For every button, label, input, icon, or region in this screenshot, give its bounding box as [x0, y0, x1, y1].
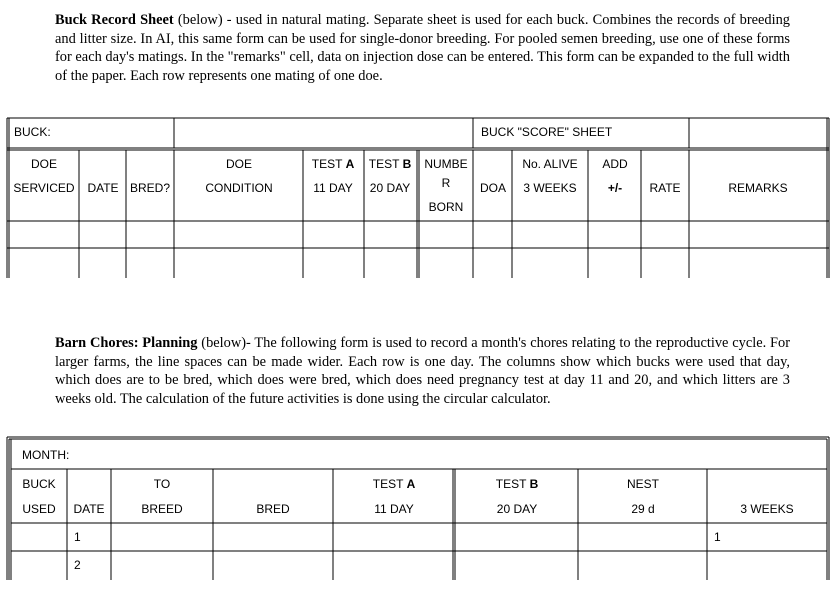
- buck-record-title: Buck Record Sheet: [55, 12, 174, 28]
- header-chores-test-b-word: TEST: [495, 477, 527, 491]
- barn-chores-intro: (below)- The following form is used to record a month's chores relating to the reproductive cycle. For larger farms, the line spaces can be made wider. Each row is one day. The columns show which bucks were used that day, which does are to be bred, which does were bred, which does need pregnancy test at day 11 and 20, and which litters are 3 weeks old. The calculation of the future activities is done using the circular calculator.: [55, 335, 790, 407]
- header-three-weeks: 3 WEEKS: [740, 502, 794, 516]
- header-doe-serviced-line1: DOE: [30, 157, 58, 171]
- header-doe-condition-line1: DOE: [225, 157, 253, 171]
- header-date: DATE: [87, 181, 119, 195]
- header-chores-test-b-sub: 20 DAY: [496, 502, 538, 516]
- buck-record-intro: (below) - used in natural mating. Separate sheet is used for each buck. Combines the records of breeding and litter size. In AI, this same form can be used for single-donor breeding. For pooled semen breeding, use one of these forms for each day's matings. In the "remarks" cell, data on injection dose can be entered. This form can be expanded to the full width of the paper. Each row represents one mating of one doe.: [55, 12, 791, 84]
- header-chores-test-b-letter: B: [529, 477, 539, 491]
- header-add-line1: ADD: [602, 157, 628, 171]
- row-1-three-weeks: 1: [714, 530, 721, 544]
- header-no-alive-line1: No. ALIVE: [522, 157, 578, 171]
- buck-score-sheet-label: BUCK "SCORE" SHEET: [481, 125, 613, 139]
- buck-record-description: [55, 11, 790, 85]
- buck-label: BUCK:: [14, 125, 51, 139]
- header-buck-used-line1: BUCK: [22, 477, 56, 491]
- header-nest-line2: 29 d: [631, 502, 655, 516]
- header-test-a: [312, 157, 354, 171]
- header-chores-test-a-word: TEST: [372, 477, 404, 491]
- row-1-date: 1: [74, 530, 81, 544]
- header-test-b-word: TEST: [368, 157, 400, 171]
- header-buck-used-line2: USED: [22, 502, 56, 516]
- header-number-born-line2: R: [441, 176, 451, 190]
- header-test-a-word: TEST: [311, 157, 343, 171]
- header-doa: DOA: [479, 181, 507, 195]
- header-doe-condition-line2: CONDITION: [205, 181, 273, 195]
- header-to-breed-line2: BREED: [141, 502, 183, 516]
- header-test-b: [369, 157, 411, 171]
- barn-chores-description: [55, 334, 790, 408]
- header-test-b-letter: B: [402, 157, 412, 171]
- month-label: MONTH:: [22, 448, 70, 462]
- header-chores-test-b: [496, 477, 538, 491]
- header-rate: RATE: [649, 181, 681, 195]
- header-chores-test-a-sub: 11 DAY: [374, 502, 414, 516]
- header-test-b-sub: 20 DAY: [369, 181, 411, 195]
- header-chores-date: DATE: [73, 502, 105, 516]
- header-chores-test-a-letter: A: [406, 477, 416, 491]
- header-number-born-line1: NUMBE: [424, 157, 468, 171]
- header-add-line2: +/-: [607, 181, 623, 195]
- header-chores-bred: BRED: [256, 502, 290, 516]
- header-nest-line1: NEST: [626, 477, 660, 491]
- header-doe-serviced-line2: SERVICED: [13, 181, 75, 195]
- barn-chores-title: Barn Chores: Planning: [55, 335, 198, 351]
- header-test-a-sub: 11 DAY: [313, 181, 353, 195]
- header-no-alive-line2: 3 WEEKS: [523, 181, 577, 195]
- header-bred: BRED?: [129, 181, 171, 195]
- header-remarks: REMARKS: [728, 181, 788, 195]
- header-chores-test-a: [373, 477, 415, 491]
- header-number-born-line3: BORN: [428, 200, 464, 214]
- header-to-breed-line1: TO: [153, 477, 171, 491]
- row-2-date: 2: [74, 558, 81, 572]
- header-test-a-letter: A: [345, 157, 355, 171]
